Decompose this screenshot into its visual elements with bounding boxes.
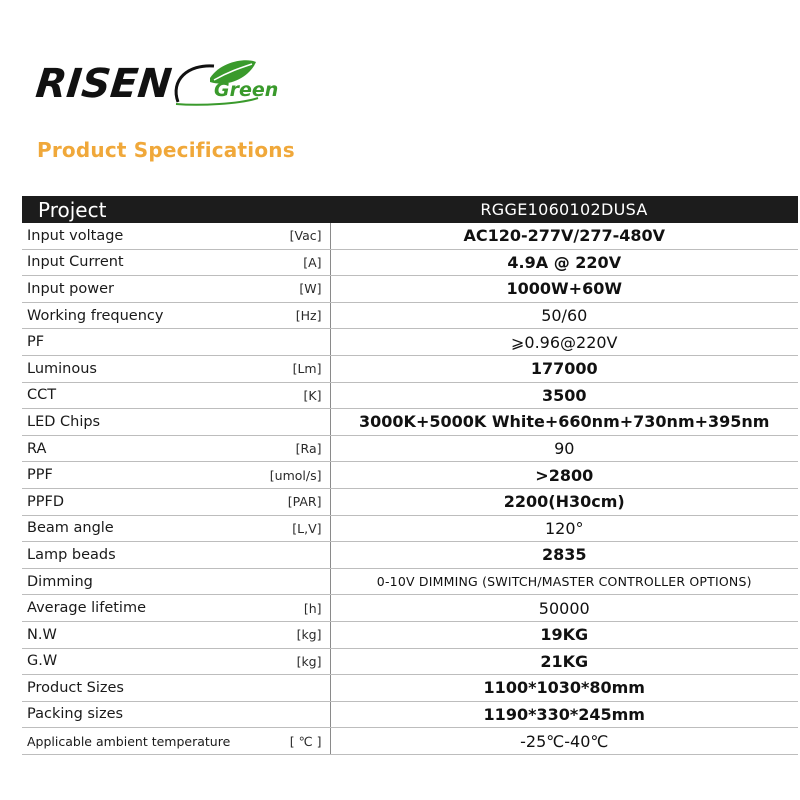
- spec-table: [22, 196, 798, 755]
- spec-unit: [A]: [254, 249, 330, 276]
- table-row: [22, 488, 798, 515]
- spec-unit: [Vac]: [254, 223, 330, 249]
- spec-label: Input voltage: [22, 223, 254, 249]
- spec-value: 3500: [330, 382, 798, 409]
- spec-unit: [umol/s]: [254, 462, 330, 489]
- spec-value: 90: [330, 435, 798, 462]
- table-row: [22, 648, 798, 675]
- spec-value: 2835: [330, 542, 798, 569]
- spec-unit: [254, 542, 330, 569]
- table-row: [22, 276, 798, 303]
- spec-unit: [W]: [254, 276, 330, 303]
- spec-value: AC120-277V/277-480V: [330, 223, 798, 249]
- spec-label: N.W: [22, 621, 254, 648]
- spec-label: G.W: [22, 648, 254, 675]
- table-row: [22, 595, 798, 622]
- table-row: [22, 515, 798, 542]
- table-row: [22, 728, 798, 755]
- spec-label: PPF: [22, 462, 254, 489]
- spec-value: 120°: [330, 515, 798, 542]
- spec-unit: [254, 409, 330, 436]
- spec-unit: [h]: [254, 595, 330, 622]
- table-row: [22, 409, 798, 436]
- table-row: [22, 675, 798, 702]
- header-model: RGGE1060102DUSA: [330, 196, 798, 223]
- spec-unit: [Hz]: [254, 302, 330, 329]
- table-row: [22, 701, 798, 728]
- spec-label: Applicable ambient temperature: [22, 728, 254, 755]
- spec-unit: [kg]: [254, 648, 330, 675]
- spec-unit: [254, 329, 330, 356]
- spec-label: LED Chips: [22, 409, 254, 436]
- logo-wordmark: RISEN: [33, 61, 174, 107]
- table-row: [22, 621, 798, 648]
- spec-label: Lamp beads: [22, 542, 254, 569]
- spec-label: Product Sizes: [22, 675, 254, 702]
- spec-value: -25℃-40℃: [330, 728, 798, 755]
- logo-subwordmark: Green: [214, 79, 279, 101]
- spec-label: Input power: [22, 276, 254, 303]
- spec-unit: [Lm]: [254, 355, 330, 382]
- table-row: [22, 223, 798, 249]
- spec-unit: [254, 675, 330, 702]
- table-row: [22, 329, 798, 356]
- spec-label: RA: [22, 435, 254, 462]
- spec-value: 3000K+5000K White+660nm+730nm+395nm: [330, 409, 798, 436]
- spec-value: 21KG: [330, 648, 798, 675]
- spec-value: 19KG: [330, 621, 798, 648]
- spec-unit: [kg]: [254, 621, 330, 648]
- spec-value: 50000: [330, 595, 798, 622]
- spec-label: Dimming: [22, 568, 254, 595]
- spec-label: Beam angle: [22, 515, 254, 542]
- spec-unit: [L,V]: [254, 515, 330, 542]
- spec-value: 1100*1030*80mm: [330, 675, 798, 702]
- table-row: [22, 382, 798, 409]
- table-row: [22, 542, 798, 569]
- spec-label: PPFD: [22, 488, 254, 515]
- table-row: [22, 355, 798, 382]
- spec-label: Packing sizes: [22, 701, 254, 728]
- spec-value: 50/60: [330, 302, 798, 329]
- spec-unit: [Ra]: [254, 435, 330, 462]
- table-row: [22, 435, 798, 462]
- spec-value: 177000: [330, 355, 798, 382]
- table-row: [22, 302, 798, 329]
- spec-label: Working frequency: [22, 302, 254, 329]
- page-title: Product Specifications: [37, 138, 295, 162]
- brand-logo: [33, 58, 306, 108]
- spec-unit: [K]: [254, 382, 330, 409]
- spec-unit: [254, 701, 330, 728]
- table-row: [22, 568, 798, 595]
- spec-value: 1000W+60W: [330, 276, 798, 303]
- table-header-row: [22, 196, 798, 223]
- spec-label: Average lifetime: [22, 595, 254, 622]
- spec-value: 2200(H30cm): [330, 488, 798, 515]
- spec-label: Luminous: [22, 355, 254, 382]
- spec-value: 1190*330*245mm: [330, 701, 798, 728]
- spec-value: 0-10V DIMMING (SWITCH/MASTER CONTROLLER OPTIONS): [330, 568, 798, 595]
- spec-value: ⩾0.96@220V: [330, 329, 798, 356]
- spec-unit: [254, 568, 330, 595]
- table-row: [22, 462, 798, 489]
- header-label: Project: [22, 196, 330, 223]
- spec-value: 4.9A @ 220V: [330, 249, 798, 276]
- spec-unit: [ ℃ ]: [254, 728, 330, 755]
- spec-value: >2800: [330, 462, 798, 489]
- spec-label: PF: [22, 329, 254, 356]
- spec-label: Input Current: [22, 249, 254, 276]
- spec-unit: [PAR]: [254, 488, 330, 515]
- table-row: [22, 249, 798, 276]
- spec-label: CCT: [22, 382, 254, 409]
